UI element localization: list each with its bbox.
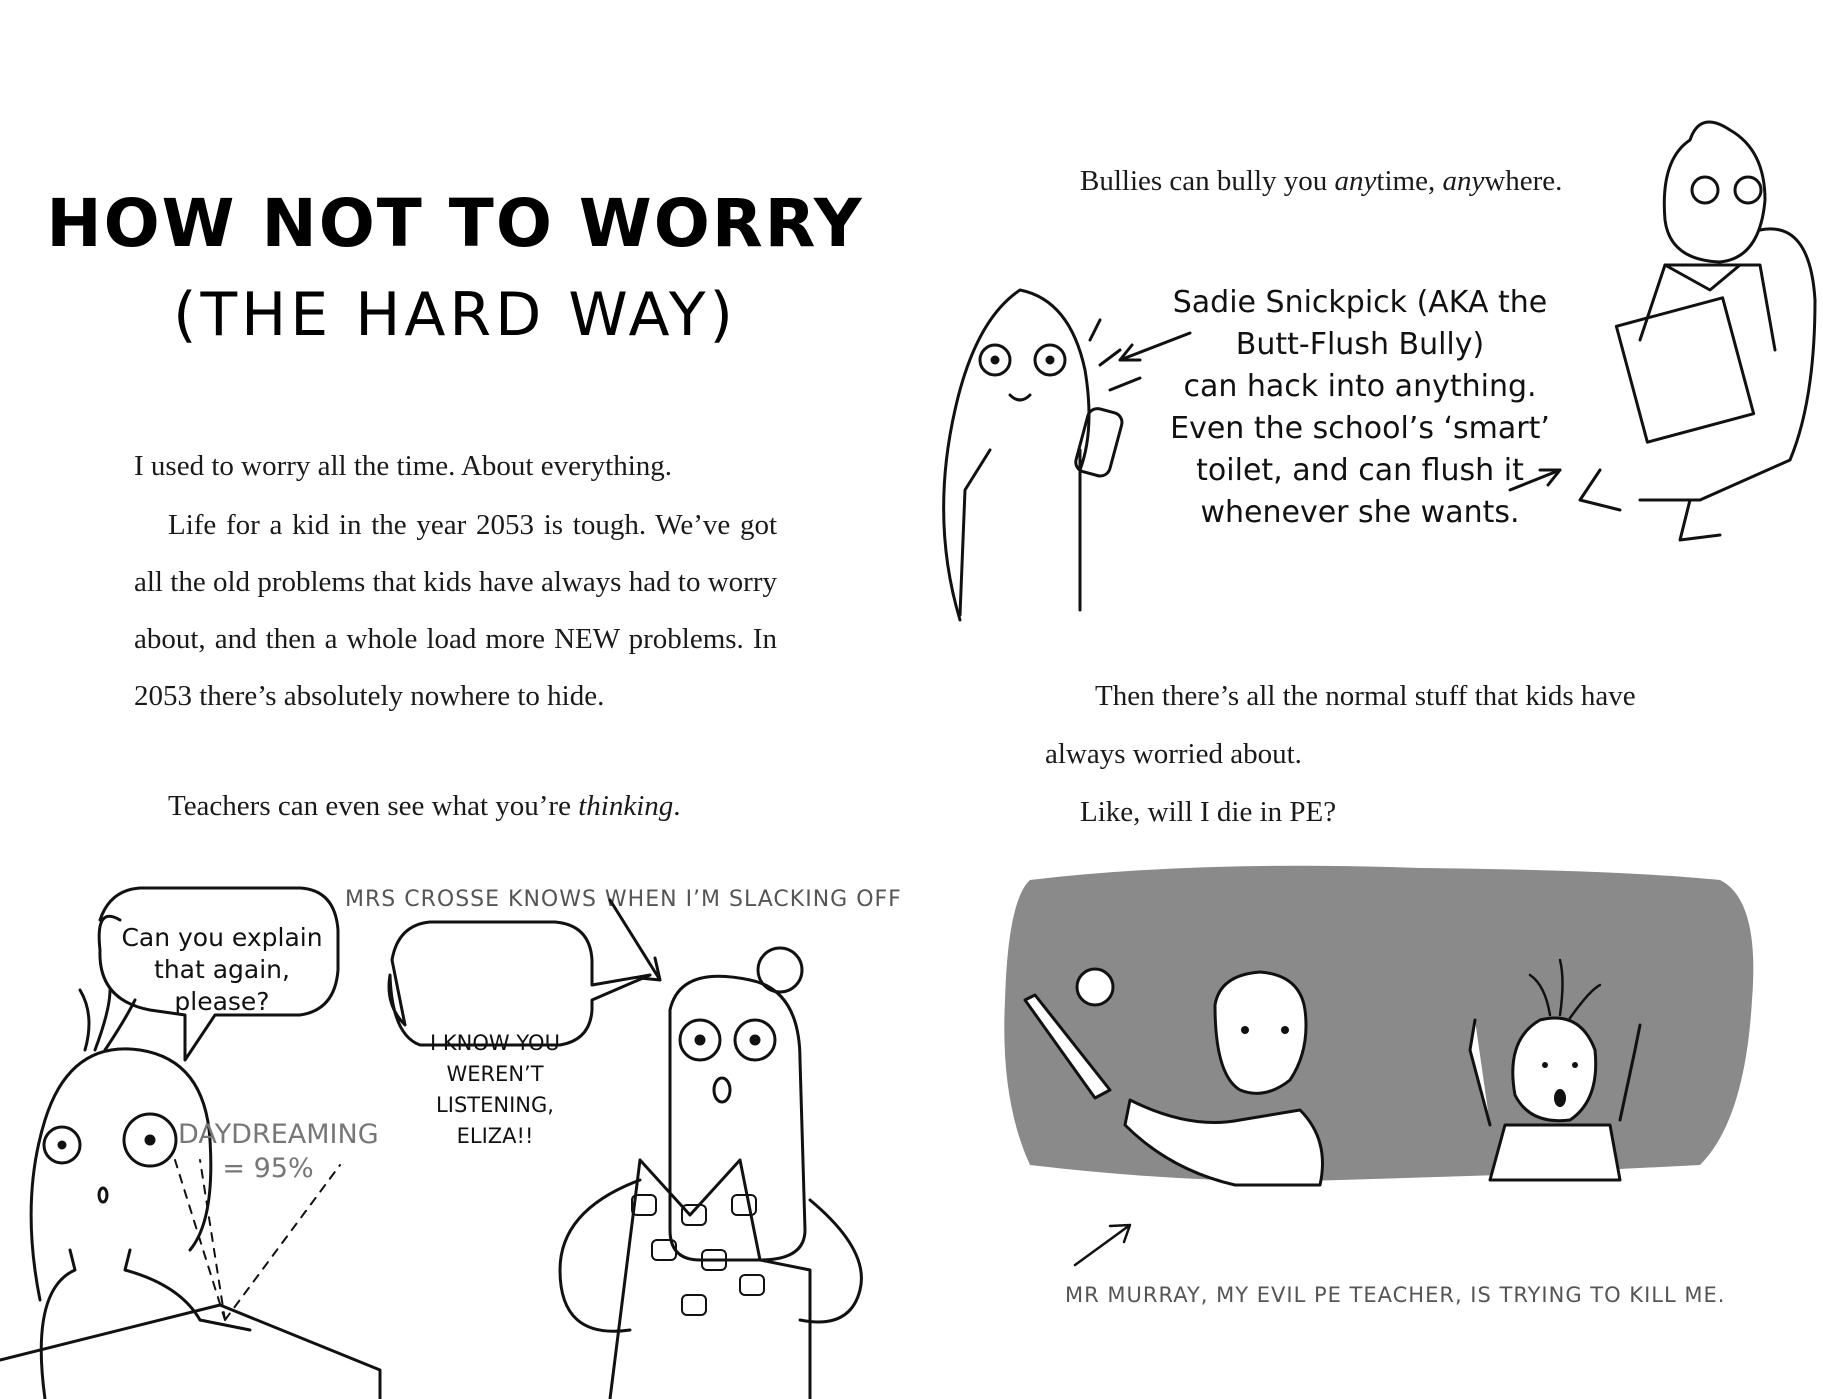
bully-line3: can hack into anything.: [1183, 369, 1537, 404]
bullies-part-a: Bullies can bully you: [1080, 165, 1335, 197]
bubble-explain-line1: Can you explain: [121, 923, 323, 952]
bubble-know-line3: LISTENING,: [436, 1093, 554, 1117]
pe-question: Like, will I die in PE?: [1080, 796, 1337, 828]
bullies-any2: any: [1442, 165, 1485, 197]
bubble-know-line2: WEREN’T: [446, 1062, 544, 1086]
chapter-title-line2: (THE HARD WAY): [173, 280, 737, 350]
bubble-know-line1: I KNOW YOU: [430, 1031, 560, 1055]
daydream-value: = 95%: [222, 1153, 314, 1184]
bullies-any1: any: [1334, 165, 1377, 197]
bully-line6: whenever she wants.: [1200, 495, 1520, 530]
daydream-label: DAYDREAMING: [178, 1119, 379, 1150]
pe-background-blob: [1004, 866, 1753, 1181]
teachers-prefix: Teachers can even see what you’re: [168, 790, 579, 822]
chapter-title-line1: HOW NOT TO WORRY: [46, 185, 864, 262]
teachers-italic: thinking: [578, 790, 674, 822]
bullies-part-b: time,: [1376, 165, 1443, 197]
bullies-part-c: where.: [1484, 165, 1563, 197]
bully-line1: Sadie Snickpick (AKA the: [1172, 285, 1548, 320]
caption-mrs-crosse: MRS CROSSE KNOWS WHEN I’M SLACKING OFF: [345, 887, 902, 912]
bubble-explain-line2: that again, please?: [154, 955, 290, 1016]
teachers-suffix: .: [673, 790, 681, 822]
bully-line5: toilet, and can flush it: [1196, 453, 1524, 488]
life-paragraph: Life for a kid in the year 2053 is tough. We’ve got all the old problems that kids have always had to worry about, and then a whole load more NEW problems. In 2053 there’s absolutely nowhere to hide.: [134, 509, 777, 712]
bubble-know-line4: ELIZA!!: [456, 1124, 534, 1148]
normal-stuff-line2: always worried about.: [1045, 738, 1302, 770]
bully-line4: Even the school’s ‘smart’: [1170, 411, 1550, 446]
intro-line: I used to worry all the time. About everything.: [134, 450, 673, 482]
caption-mr-murray: MR MURRAY, MY EVIL PE TEACHER, IS TRYING TO KILL ME.: [1065, 1283, 1726, 1307]
bully-line2: Butt-Flush Bully): [1235, 327, 1485, 362]
normal-stuff-line1: Then there’s all the normal stuff that kids have: [1095, 680, 1636, 712]
